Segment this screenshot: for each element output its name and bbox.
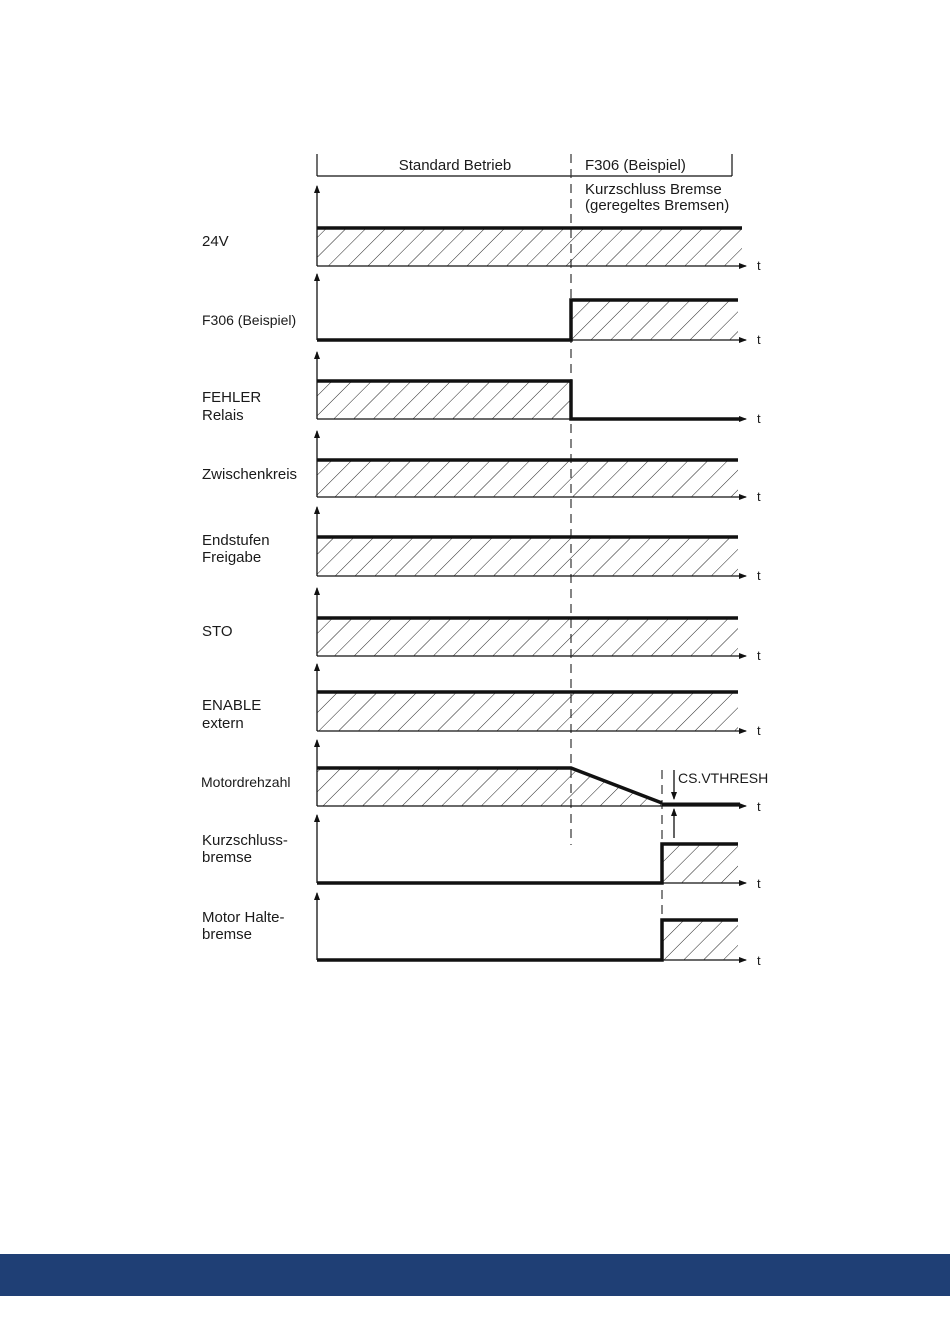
signal-active-hatch (317, 381, 571, 419)
signal-active-hatch (317, 537, 738, 576)
signal-row-motordrehzahl (201, 740, 768, 838)
signal-label-fehler-line2: Relais (202, 407, 244, 424)
signal-label-endstufen-line2: Freigabe (202, 549, 262, 566)
signal-row-fehler (202, 352, 761, 426)
time-label: t (757, 489, 761, 504)
time-label: t (757, 258, 761, 273)
time-label: t (757, 332, 761, 347)
signal-label-haltebremse-line1: Motor Halte- (202, 909, 285, 926)
time-label: t (757, 876, 761, 891)
time-label: t (757, 648, 761, 663)
signal-label-haltebremse-line2: bremse (202, 926, 253, 943)
signal-label-motordrehzahl: Motordrehzahl (201, 774, 291, 790)
signal-label-fehler-line1: FEHLER (202, 389, 262, 406)
signal-active-hatch (317, 460, 738, 497)
signal-label-enable-line1: ENABLE (202, 697, 262, 714)
signal-label-zwischenkreis: Zwischenkreis (202, 466, 298, 483)
phase-fault-label: F306 (Beispiel) (585, 157, 686, 174)
signal-label-endstufen-line1: Endstufen (202, 532, 270, 549)
signal-row-f306 (202, 274, 761, 347)
signal-row-endstufen (202, 507, 761, 583)
diagram-header (317, 154, 732, 214)
signal-row-zwischenkreis (202, 431, 761, 504)
signal-label-enable-line2: extern (202, 715, 244, 732)
signal-label-f306: F306 (Beispiel) (202, 312, 297, 328)
signal-active-hatch (317, 692, 738, 731)
signal-row-kurzschluss (202, 815, 761, 891)
time-label: t (757, 568, 761, 583)
signal-row-sto (202, 588, 761, 663)
time-label: t (757, 799, 761, 814)
signal-label-24v: 24V (202, 233, 229, 250)
time-label: t (757, 723, 761, 738)
signal-active-hatch (317, 228, 742, 266)
fault-desc-line1: Kurzschluss Bremse (585, 181, 722, 198)
signal-active-hatch (317, 618, 738, 656)
signal-label-sto: STO (202, 623, 233, 640)
signal-label-kurzschluss-line2: bremse (202, 849, 253, 866)
signal-label-kurzschluss-line1: Kurzschluss- (202, 832, 288, 849)
signal-row-haltebremse (202, 893, 761, 968)
fault-desc-line2: (geregeltes Bremsen) (585, 197, 730, 214)
signal-active-hatch (571, 300, 738, 340)
signal-active-hatch (662, 844, 738, 883)
time-label: t (757, 411, 761, 426)
speed-ramp-hatch (317, 768, 662, 806)
phase-standard-label: Standard Betrieb (398, 157, 512, 174)
signal-active-hatch (662, 920, 738, 960)
threshold-label: CS.VTHRESH (678, 770, 769, 786)
signal-row-enable (202, 664, 761, 738)
time-label: t (757, 953, 761, 968)
footer-band (0, 1254, 950, 1296)
